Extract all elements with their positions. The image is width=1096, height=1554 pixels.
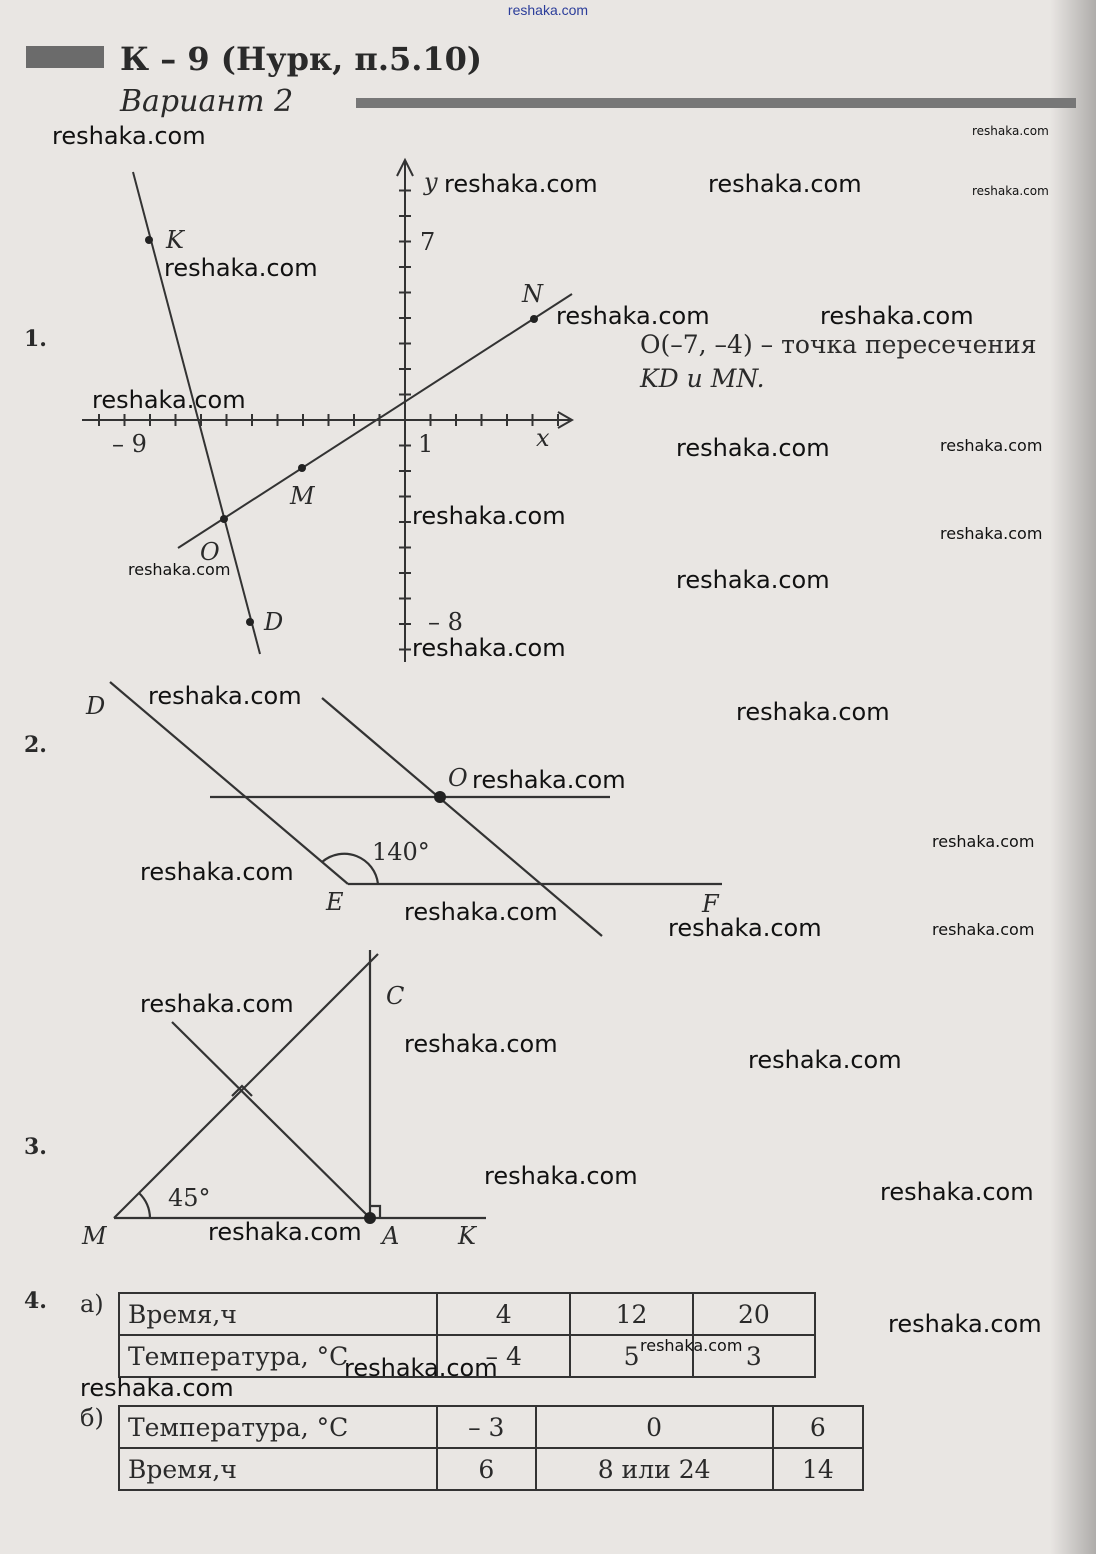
task2-angle-label: 140° — [372, 838, 430, 866]
watermark: reshaka.com — [412, 502, 566, 530]
table-row — [119, 1448, 863, 1490]
watermark: reshaka.com — [972, 184, 1049, 198]
page-title: К – 9 (Нурк, п.5.10) — [120, 40, 483, 78]
watermark: reshaka.com — [208, 1218, 362, 1246]
task2-label-F: F — [702, 890, 719, 918]
task3-label-M: M — [82, 1222, 107, 1250]
watermark: reshaka.com — [676, 434, 830, 462]
point-D-label: D — [264, 608, 284, 636]
task4-part-a: а) — [80, 1290, 104, 1318]
watermark: reshaka.com — [148, 682, 302, 710]
watermark: reshaka.com — [748, 1046, 902, 1074]
variant-title: Вариант 2 — [120, 84, 294, 119]
task2-label-E: E — [326, 888, 344, 916]
watermark: reshaka.com — [164, 254, 318, 282]
watermark: reshaka.com — [140, 990, 294, 1018]
watermark: reshaka.com — [484, 1162, 638, 1190]
table-cell: 14 — [773, 1448, 863, 1490]
table-cell: Время,ч — [119, 1448, 437, 1490]
task3-label-K: K — [458, 1222, 476, 1250]
task1-number: 1. — [24, 326, 47, 352]
task3-figure — [0, 940, 520, 1260]
y-tick-label-neg8: – 8 — [428, 608, 463, 636]
x-axis-label: x — [536, 424, 550, 452]
table-row — [119, 1406, 863, 1448]
ray-DE — [110, 682, 348, 884]
x-tick-label-1: 1 — [418, 430, 434, 458]
site-header[interactable]: reshaka.com — [507, 2, 589, 18]
task3-number: 3. — [24, 1134, 47, 1160]
y-tick-label-7: 7 — [420, 228, 436, 256]
point-O-label: O — [200, 538, 220, 566]
watermark: reshaka.com — [52, 122, 206, 150]
table-cell: 0 — [536, 1406, 773, 1448]
table-cell: 3 — [693, 1335, 815, 1377]
watermark: reshaka.com — [932, 920, 1035, 939]
watermark: reshaka.com — [708, 170, 862, 198]
point-K-dot — [145, 236, 153, 244]
watermark: reshaka.com — [80, 1374, 234, 1402]
task4-part-b: б) — [80, 1404, 104, 1432]
table-cell: – 3 — [437, 1406, 536, 1448]
task1-answer — [640, 328, 1090, 396]
point-K-label: K — [166, 226, 184, 254]
watermark: reshaka.com — [404, 1030, 558, 1058]
watermark: reshaka.com — [736, 698, 890, 726]
x-tick-label-neg9: – 9 — [112, 430, 147, 458]
watermark: reshaka.com — [940, 524, 1043, 543]
watermark: reshaka.com — [880, 1178, 1034, 1206]
watermark: reshaka.com — [92, 386, 246, 414]
point-M-label: M — [290, 482, 315, 510]
point-O-dot — [220, 515, 228, 523]
watermark: reshaka.com — [888, 1310, 1042, 1338]
watermark: reshaka.com — [972, 124, 1049, 138]
task4-number: 4. — [24, 1288, 47, 1314]
watermark: reshaka.com — [444, 170, 598, 198]
task2-number: 2. — [24, 732, 47, 758]
angle-arc-45 — [139, 1193, 150, 1218]
table-cell: 4 — [437, 1293, 570, 1335]
watermark: reshaka.com — [820, 302, 974, 330]
y-axis-label: y — [424, 168, 438, 196]
table-cell: 5 — [570, 1335, 692, 1377]
table-cell: Температура, °С — [119, 1406, 437, 1448]
watermark: reshaka.com — [412, 634, 566, 662]
watermark: reshaka.com — [472, 766, 626, 794]
watermark: reshaka.com — [140, 858, 294, 886]
table-cell: 6 — [437, 1448, 536, 1490]
table-cell: Время,ч — [119, 1293, 437, 1335]
point-M-dot — [298, 464, 306, 472]
table-row — [119, 1293, 815, 1335]
task3-label-A: A — [382, 1222, 400, 1250]
point-N-label: N — [522, 280, 543, 308]
point-D-dot — [246, 618, 254, 626]
task2-label-D: D — [86, 692, 106, 720]
task2-label-O: O — [448, 764, 468, 792]
table-cell: Температура, °С — [119, 1335, 437, 1377]
task1-answer-line1: O(–7, –4) – точка пересечения — [640, 330, 1037, 359]
table-cell: 12 — [570, 1293, 692, 1335]
watermark: reshaka.com — [676, 566, 830, 594]
watermark: reshaka.com — [640, 1336, 743, 1355]
task2-figure — [0, 660, 760, 950]
table-cell: 8 или 24 — [536, 1448, 773, 1490]
table-cell: 20 — [693, 1293, 815, 1335]
task3-label-C: C — [386, 982, 405, 1010]
watermark: reshaka.com — [668, 914, 822, 942]
watermark: reshaka.com — [404, 898, 558, 926]
watermark: reshaka.com — [932, 832, 1035, 851]
table-cell: 6 — [773, 1406, 863, 1448]
watermark: reshaka.com — [940, 436, 1043, 455]
task3-angle-label: 45° — [168, 1184, 211, 1212]
point-O-dot — [434, 791, 446, 803]
task1-answer-line2: KD и MN. — [640, 364, 765, 393]
watermark: reshaka.com — [344, 1354, 498, 1382]
watermark: reshaka.com — [128, 560, 231, 579]
task4-table-b — [118, 1405, 864, 1491]
table-cell: – 4 — [437, 1335, 570, 1377]
watermark: reshaka.com — [556, 302, 710, 330]
point-N-dot — [530, 315, 538, 323]
point-A-dot — [364, 1212, 376, 1224]
